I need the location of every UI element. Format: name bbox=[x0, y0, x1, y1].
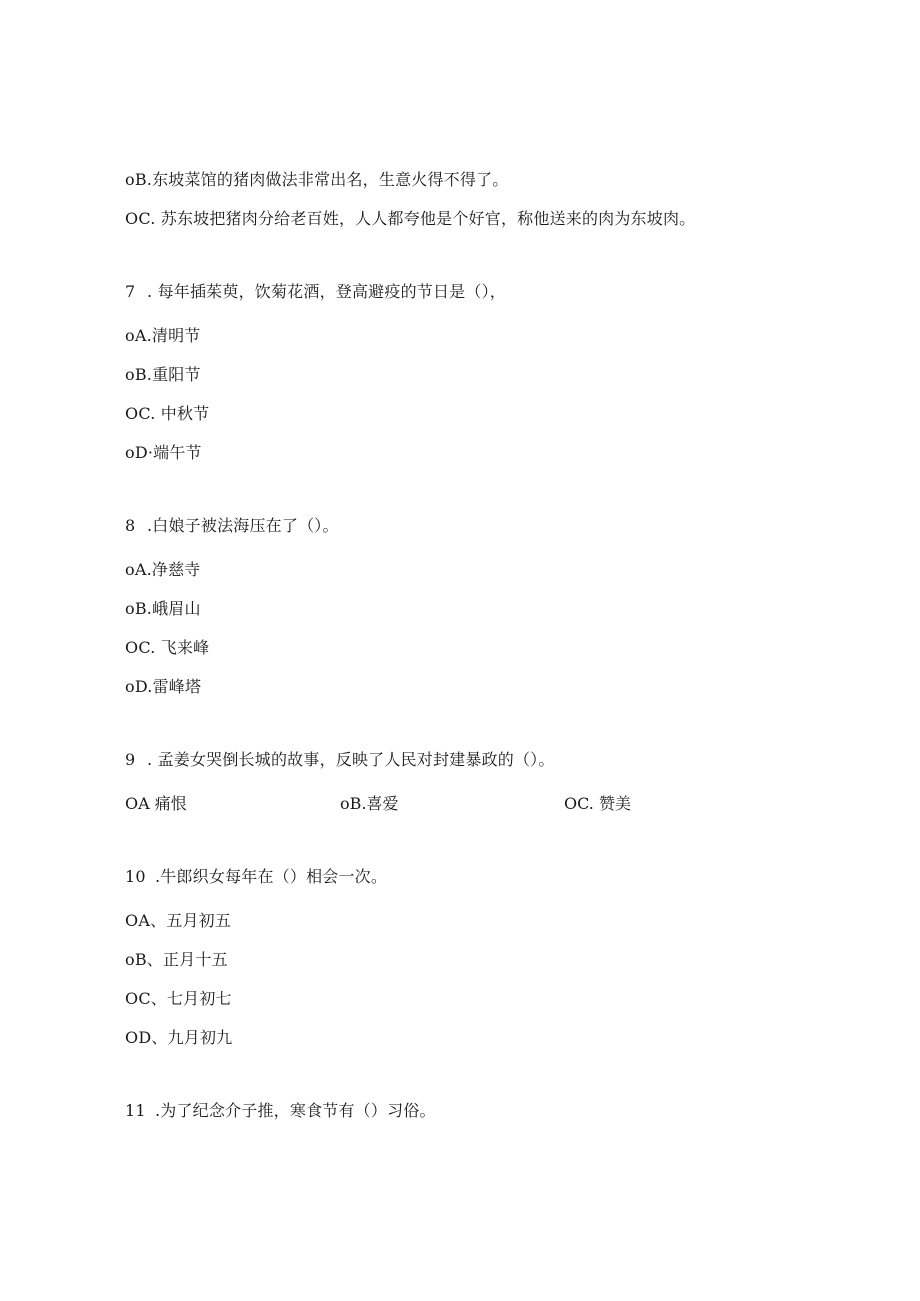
question-number: 10 bbox=[125, 867, 146, 886]
option-a: OA 痛恨 bbox=[125, 794, 187, 813]
question-number: 8 bbox=[125, 516, 136, 535]
question-text: .为了纪念介子推，寒食节有（）习俗。 bbox=[155, 1101, 436, 1120]
question-text: . 每年插茱萸，饮菊花酒，登高避疫的节日是（）， bbox=[147, 282, 506, 301]
question-7 bbox=[125, 282, 506, 302]
option-b: oB.重阳节 bbox=[125, 365, 201, 384]
option-a: oA.净慈寺 bbox=[125, 560, 201, 579]
option-b: oB.东坡菜馆的猪肉做法非常出名，生意火得不得了。 bbox=[125, 170, 509, 189]
question-8 bbox=[125, 516, 339, 536]
question-number: 7 bbox=[125, 282, 136, 301]
option-d: oD.雷峰塔 bbox=[125, 677, 202, 696]
question-10 bbox=[125, 867, 387, 887]
question-number: 9 bbox=[125, 750, 136, 769]
option-b: oB.峨眉山 bbox=[125, 599, 201, 618]
question-text: . 孟姜女哭倒长城的故事，反映了人民对封建暴政的（）。 bbox=[147, 750, 555, 769]
question-11 bbox=[125, 1101, 436, 1121]
option-c: OC. 赞美 bbox=[564, 794, 631, 813]
question-9 bbox=[125, 750, 555, 770]
question-number: 11 bbox=[125, 1101, 146, 1120]
option-c: OC、七月初七 bbox=[125, 989, 232, 1008]
option-c: OC. 苏东坡把猪肉分给老百姓，人人都夸他是个好官，称他送来的肉为东坡肉。 bbox=[125, 209, 696, 228]
option-d: OD、九月初九 bbox=[125, 1028, 233, 1047]
question-text: .牛郎织女每年在（）相会一次。 bbox=[155, 867, 388, 886]
option-d: oD·端午节 bbox=[125, 443, 202, 462]
option-b: oB、正月十五 bbox=[125, 950, 228, 969]
option-c: OC. 飞来峰 bbox=[125, 638, 210, 657]
option-b: oB.喜爱 bbox=[340, 794, 399, 813]
option-c: OC. 中秋节 bbox=[125, 404, 210, 423]
option-a: OA、五月初五 bbox=[125, 911, 232, 930]
option-a: oA.清明节 bbox=[125, 326, 201, 345]
question-text: .白娘子被法海压在了（）。 bbox=[147, 516, 339, 535]
